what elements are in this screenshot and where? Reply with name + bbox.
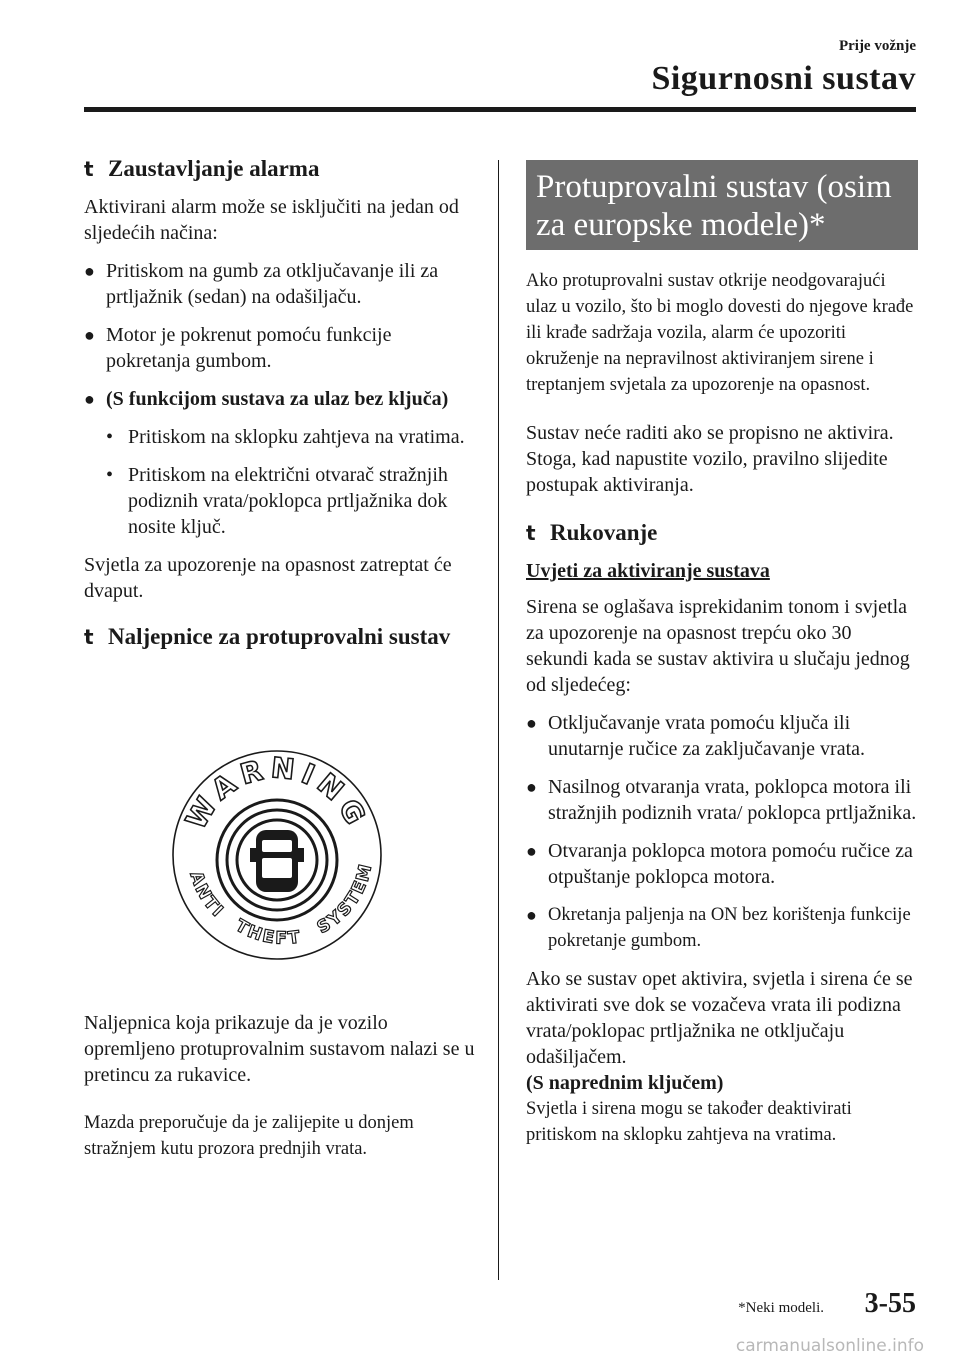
section-title: Sigurnosni sustav: [651, 60, 916, 97]
stickers-advice: Mazda preporučuje da je zalijepite u donjem stražnjem kutu prozora prednjih vrata.: [84, 1113, 414, 1159]
stickers-text: [84, 1010, 476, 1174]
sub-list-item: • Pritiskom na električni otvarač stražnjih podiznih vrata/poklopca prtljažnika dok nosite ključ.: [106, 464, 448, 538]
stop-alarm-after: Svjetla za upozorenje na opasnost zatreptat će dvaput.: [84, 554, 452, 602]
stop-alarm-heading: [84, 156, 476, 182]
left-column: [84, 150, 476, 662]
watermark: carmanualsonline.info: [735, 1336, 924, 1356]
column-divider: [498, 160, 499, 1280]
list-item: ● Otključavanje vrata pomoću ključa ili unutarnje ručice za zaključavanje vrata.: [526, 712, 866, 760]
footnote: *Neki modeli.: [738, 1300, 824, 1316]
emblem-text-system: SYSTEM: [313, 860, 377, 939]
operation-after: Ako se sustav opet aktivira, svjetla i sirena će se aktivirati sve dok se vozačeva vrata ili podizna vrata/poklopac prtljažnika ne otključaju odašiljačem.: [526, 968, 913, 1068]
sub-list-item: • Pritiskom na sklopku zahtjeva na vratima.: [106, 426, 465, 448]
list-item: ● Okretanja paljenja na ON bez korištenja funkcije pokretanje gumbom.: [526, 902, 918, 954]
car-door-icon: [298, 848, 304, 862]
list-item: ● Pritiskom na gumb za otključavanje ili za prtljažnik (sedan) na odašiljaču.: [84, 260, 439, 308]
operation-title: Rukovanje: [550, 520, 658, 545]
bullet-dot-icon: ●: [84, 261, 95, 281]
bullet-dot-icon: ●: [84, 325, 95, 345]
section-marker-icon: t: [84, 625, 94, 649]
stickers-title: Naljepnice za protuprovalni sustav: [108, 624, 451, 649]
advanced-key-text: Svjetla i sirena mogu se također deaktivirati pritiskom na sklopku zahtjeva na vratima.: [526, 1099, 852, 1145]
chapter-title: Prije vožnje: [838, 38, 916, 54]
sub-bullet-icon: •: [106, 464, 114, 486]
car-cabin-icon: [262, 858, 292, 878]
emblem-text-warning: WARNING: [179, 751, 375, 835]
car-windshield-icon: [262, 840, 292, 852]
list-item: ● Otvaranja poklopca motora pomoću ručice za otpuštanje poklopca motora.: [526, 840, 913, 888]
emblem-text-anti: ANTI: [185, 868, 228, 923]
anti-theft-warning-emblem: [170, 748, 384, 962]
anti-theft-intro-1: Ako protuprovalni sustav otkrije neodgovarajući ulaz u vozilo, što bi moglo dovesti do njegove krađe ili krađe sadržaja vozila, alarm će upozoriti okruženje na nepravilnost aktiviranjem sirene i treptanjem svjetala za upozorenje na opasnost.: [526, 271, 914, 395]
bullet-dot-icon: ●: [526, 713, 537, 733]
bullet-dot-icon: ●: [526, 841, 537, 861]
sub-bullet-icon: •: [106, 426, 114, 448]
car-door-icon: [250, 848, 256, 862]
right-column: [526, 160, 918, 1160]
advanced-key-label: (S naprednim ključem): [526, 1072, 724, 1094]
stop-alarm-title: Zaustavljanje alarma: [108, 156, 320, 181]
anti-theft-banner: Protuprovalni sustav (osim za europske modele)*: [526, 160, 918, 250]
bullet-dot-icon: ●: [526, 777, 537, 797]
stickers-heading: [84, 624, 476, 650]
anti-theft-intro-2: Sustav neće raditi ako se propisno ne aktivira. Stoga, kad napustite vozilo, pravilno slijedite postupak aktiviranja.: [526, 422, 894, 496]
activation-conditions-heading: Uvjeti za aktiviranje sustava: [526, 560, 770, 582]
stop-alarm-intro: Aktivirani alarm može se isključiti na jedan od sljedećih načina:: [84, 196, 459, 244]
stickers-caption: Naljepnica koja prikazuje da je vozilo opremljeno protuprovalnim sustavom nalazi se u pretincu za rukavice.: [84, 1012, 475, 1086]
list-item: ● (S funkcijom sustava za ulaz bez ključa): [84, 388, 449, 410]
operation-intro: Sirena se oglašava isprekidanim tonom i svjetla za upozorenje na opasnost trepću oko 30 sekundi kada se sustav aktivira u slučaju jednog od sljedećeg:: [526, 596, 910, 696]
bullet-dot-icon: ●: [526, 905, 537, 925]
operation-heading: [526, 520, 918, 546]
section-marker-icon: t: [526, 521, 536, 545]
page-number: 3-55: [864, 1288, 916, 1319]
list-item: ● Motor je pokrenut pomoću funkcije pokretanja gumbom.: [84, 324, 392, 372]
list-item: ● Nasilnog otvaranja vrata, poklopca motora ili stražnjih podiznih vrata/ poklopca prtljažnika.: [526, 776, 917, 824]
emblem-text-theft: THEFT: [231, 915, 303, 949]
bullet-dot-icon: ●: [84, 389, 95, 409]
header-rule: [84, 107, 916, 112]
section-marker-icon: t: [84, 157, 94, 181]
